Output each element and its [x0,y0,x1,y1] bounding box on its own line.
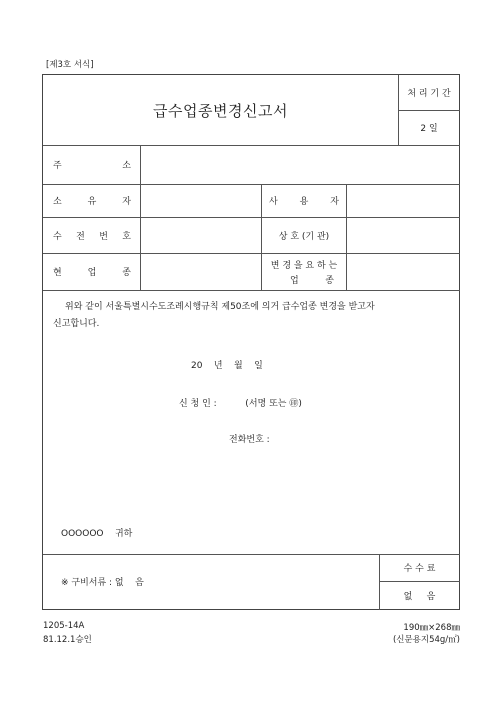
statement-text-line1: 위와 같이 서울특별시수도조례시행규칙 제50조에 의거 급수업종 변경을 받고자 [65,302,375,312]
divider [43,290,460,291]
phone-line: 전화번호 : [229,435,270,445]
trade-name-field[interactable] [347,218,459,252]
attachments-line: ※ 구비서류 : 없 음 [61,578,144,588]
form-number-label: [제3호 서식] [46,60,94,70]
fee-value: 없 음 [403,592,436,602]
footer-paper: (신문용지54g/㎡) [392,635,460,645]
owner-field[interactable] [141,185,260,216]
meter-number-field[interactable] [141,218,260,252]
footer-code: 1205-14A [43,621,85,631]
fee-label: 수 수 료 [403,564,436,574]
change-business-label: 변 경 을 요 하 는 업 종 [270,260,338,286]
addressee-line: OOOOOO 귀하 [61,529,133,539]
processing-period-label: 처 리 기 간 [407,89,451,99]
footer-size: 190㎜×268㎜ [403,623,460,633]
current-business-field[interactable] [141,254,260,289]
change-business-field[interactable] [347,254,459,289]
applicant-line: 신 청 인 : (서명 또는 ㊞) [179,399,302,409]
owner-label: 소 유 자 [53,197,131,207]
address-label: 주 소 [53,161,131,171]
statement-text-line2: 신고합니다. [53,319,100,329]
processing-period-value: 2 일 [420,124,438,134]
trade-name-label: 상 호 (기 관) [278,231,330,242]
current-business-label: 현 업 종 [53,268,131,278]
meter-number-label: 수 전 번 호 [53,231,131,242]
form-title: 급수업종변경신고서 [153,101,288,120]
date-line: 20 년 월 일 [191,361,263,371]
report-form [42,74,460,610]
footer-approval: 81.12.1승인 [43,635,92,645]
user-field[interactable] [347,185,459,216]
user-label: 사 용 자 [269,197,339,207]
address-field[interactable] [141,146,459,183]
